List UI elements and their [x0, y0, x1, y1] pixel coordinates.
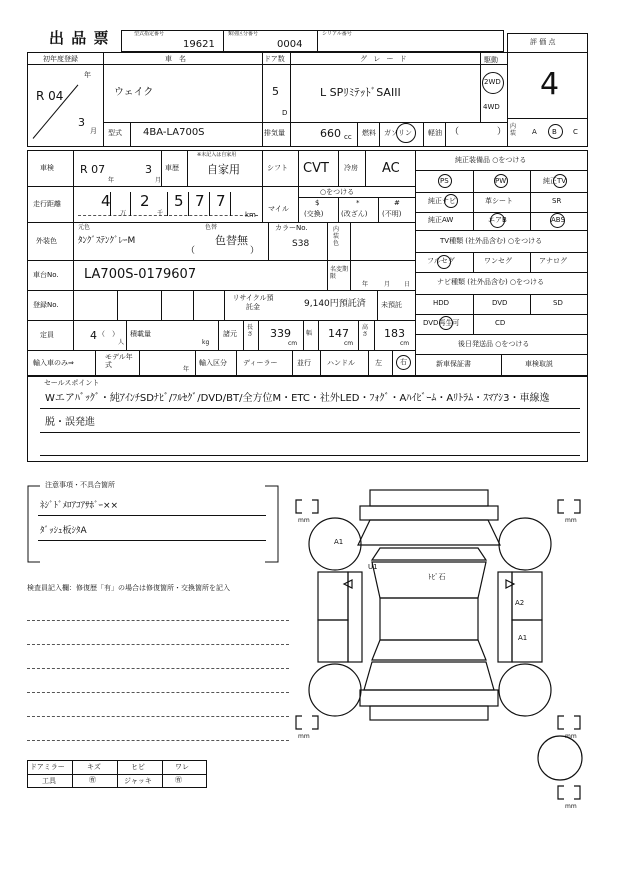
inspection-value: R 07: [80, 163, 106, 176]
circle-note: ○をつける: [320, 188, 355, 196]
shift-value: CVT: [303, 161, 329, 176]
drive-2wd: 2WD: [484, 78, 501, 86]
name-change-label: 名変期限: [330, 266, 349, 281]
color-change: 色替無: [215, 234, 248, 247]
eq-navi: 純正ナビ: [428, 197, 456, 205]
capacity-value: 4: [90, 329, 97, 342]
sales-label: セールスポイント: [44, 379, 100, 387]
eq-airbag: エアB: [488, 216, 507, 224]
interior-color-label: 内装色: [333, 226, 340, 248]
eq-ps: PS: [440, 177, 449, 185]
mileage-digit-4: 7: [195, 192, 205, 210]
eq-aw: 純正AW: [428, 216, 454, 224]
inspection-month: 3: [145, 163, 152, 176]
category-number: 0004: [277, 39, 303, 50]
mileage-digit-1: 4: [101, 192, 111, 210]
shift-label: シフト: [267, 164, 288, 172]
exterior-color-label: 外装色: [36, 237, 57, 245]
interior-b: B: [552, 128, 557, 136]
unknown-label: (不明): [382, 210, 402, 218]
tv-header: TV種類 (社外品含む) ○をつける: [440, 237, 543, 245]
model-year-unit: 年: [183, 366, 190, 373]
color-paren-close: ）: [250, 246, 260, 256]
inspection-month-unit: 月: [155, 177, 162, 184]
tampered-sym: *: [356, 199, 360, 207]
tire-unit-fr: mm: [565, 517, 577, 524]
length-label: 長さ: [247, 324, 254, 339]
mark-a1-front: A1: [334, 538, 344, 546]
recycle-status: 未預託: [381, 301, 402, 309]
import-type-label: 輸入区分: [199, 359, 227, 367]
unknown-sym: #: [394, 199, 400, 207]
mark-a2: A2: [515, 599, 525, 607]
score-value: 4: [540, 67, 560, 102]
mileage-km: km: [245, 211, 256, 219]
height-unit: cm: [400, 340, 410, 347]
handle-right: 右: [400, 358, 407, 366]
handle-left: 左: [375, 359, 382, 367]
interior-a: A: [532, 128, 537, 136]
serial-label: シリアル番号: [322, 31, 352, 37]
sales-point-box: [27, 376, 588, 462]
page-title: 出 品 票: [49, 29, 110, 47]
tv-fullseg: フルセグ: [427, 257, 455, 265]
sales-line-2: 脱・誤発進: [45, 417, 95, 428]
inspector-label: 検査員記入欄：修復歴「有」の場合は修復箇所・交換箇所を記入: [27, 584, 230, 592]
width-label: 幅: [306, 330, 313, 337]
model-label: 型式: [108, 129, 122, 137]
month-mark: 月: [90, 127, 97, 135]
import-label: 輸入車のみ⇒: [33, 359, 74, 367]
category-label: 類別区分番号: [228, 31, 259, 37]
tire-unit-rr: mm: [565, 733, 577, 740]
fuel-paren-close: ）: [497, 127, 507, 137]
history-value: 自家用: [207, 163, 240, 176]
first-reg-month: 3: [78, 116, 85, 129]
color-change-label: 色替: [205, 224, 218, 231]
displacement-value: 660: [320, 127, 341, 140]
eq-leather: 革シート: [485, 197, 513, 205]
legend-scratch: キズ: [87, 763, 101, 771]
tools-value: ㊒: [89, 776, 96, 784]
legend-crack: ヒビ: [131, 763, 145, 771]
first-reg-label: 初年度登録: [43, 55, 78, 63]
navi-dvd-play: DVD再生可: [423, 319, 460, 327]
legend-break: ワレ: [175, 763, 189, 771]
navi-hdd: HDD: [433, 299, 450, 307]
mileage-digit-2: 2: [140, 192, 150, 210]
width-unit: cm: [344, 340, 354, 347]
orig-color-label: 元色: [78, 224, 91, 231]
history-label: 車歴: [165, 164, 179, 172]
length-unit: cm: [288, 340, 298, 347]
model-year-label: モデル年式: [105, 353, 133, 370]
mile-label: マイル: [268, 205, 289, 213]
recycle-value: 9,140円預託済: [304, 299, 366, 309]
vehicle-name: ウェイク: [114, 87, 154, 98]
exchange-sym: $: [315, 199, 320, 207]
navi-sd: SD: [553, 299, 563, 307]
chassis-value: LA700S-0179607: [84, 267, 197, 282]
tv-analog: アナログ: [539, 257, 567, 265]
navi-header: ナビ種類 (社外品含む) ○をつける: [437, 278, 545, 286]
handle-label: ハンドル: [327, 359, 355, 367]
tampered-label: (改ざん): [341, 210, 368, 218]
later-header: 後日発送品 ○をつける: [458, 340, 530, 348]
navi-dvd: DVD: [492, 299, 508, 307]
notes-line-1: ﾈｼﾞﾄﾞﾒﾛｱｺｱｻﾎﾞｰ××: [40, 501, 119, 511]
model-designation-label: 型式指定番号: [134, 31, 165, 37]
weight-label: 諸元: [223, 330, 237, 338]
header-id-box: [121, 30, 504, 52]
equipment-header: 純正装備品 ○をつける: [455, 156, 527, 164]
drive-label: 駆動: [484, 56, 498, 64]
interior-c: C: [573, 128, 578, 136]
mark-u1: U1: [368, 563, 378, 571]
mileage-man: 万: [120, 210, 127, 217]
eq-pw: PW: [495, 177, 507, 185]
history-note: ※未記入は自家用: [197, 152, 237, 158]
color-paren-open: （: [186, 246, 196, 256]
parallel-option: 並行: [297, 359, 311, 367]
load-label: 積載量: [130, 330, 151, 338]
height-value: 183: [384, 327, 405, 340]
name-label: 車 名: [165, 55, 186, 63]
grade-value: L SPﾘﾐﾃｯﾄﾞSAIII: [320, 86, 401, 99]
fuel-paren-open: （: [450, 127, 460, 137]
mark-chip: ﾄﾋﾞ石: [428, 573, 446, 581]
doors-d: D: [282, 109, 288, 117]
first-reg-era: R 04: [36, 89, 64, 103]
jack-label: ジャッキ: [124, 777, 152, 785]
score-label: 評 価 点: [530, 38, 556, 46]
exchange-label: (交換): [304, 210, 324, 218]
dealer-option: ディーラー: [243, 359, 278, 367]
color-no: S38: [292, 239, 310, 249]
ac-label: 冷房: [344, 164, 358, 172]
tire-unit-fl: mm: [298, 517, 310, 524]
length-value: 339: [270, 327, 291, 340]
tire-unit-rl: mm: [298, 733, 310, 740]
name-change-day: 日: [404, 281, 411, 288]
mileage-label: 走行距離: [33, 200, 61, 208]
year-mark: 年: [84, 71, 91, 79]
model-value: 4BA-LA700S: [143, 127, 205, 138]
fuel-light: 軽油: [428, 129, 442, 137]
inspection-label: 車検: [40, 164, 54, 172]
registration-label: 登録No.: [33, 301, 59, 309]
fuel-label: 燃料: [362, 129, 376, 137]
height-label: 高さ: [362, 324, 369, 339]
drive-4wd: 4WD: [483, 103, 500, 111]
eq-sr: SR: [552, 197, 562, 205]
width-value: 147: [328, 327, 349, 340]
tire-unit-spare: mm: [565, 803, 577, 810]
name-change-year: 年: [362, 281, 369, 288]
legend-mirror: ドアミラー: [30, 763, 65, 771]
doors-value: 5: [272, 85, 279, 98]
mileage-digit-3: 5: [174, 192, 184, 210]
mark-a1-side: A1: [518, 634, 528, 642]
mileage-digit-5: 7: [216, 192, 226, 210]
displacement-label: 排気量: [264, 129, 285, 137]
tv-oneseg: ワンセグ: [484, 257, 512, 265]
orig-color: ﾀﾝｸﾞｽﾃﾝｸﾞﾚｰM: [78, 236, 136, 246]
doors-label: ドア数: [264, 55, 285, 63]
load-unit: kg: [202, 339, 210, 346]
jack-value: ㊒: [175, 776, 182, 784]
inspection-year-unit: 年: [108, 177, 115, 184]
tools-label: 工具: [42, 777, 56, 785]
notes-label: 注意事項・不具合箇所: [45, 481, 115, 489]
fuel-gas: ガソリン: [384, 129, 412, 137]
displacement-unit: cc: [344, 133, 352, 141]
capacity-label: 定員: [40, 331, 54, 339]
model-designation: 19621: [183, 39, 215, 50]
mileage-sen: 千: [157, 210, 164, 217]
sales-line-1: Wエアﾊﾞｯｸﾞ・純ｱｲﾝﾁSDﾅﾋﾞ/ﾌﾙｾｸﾞ/DVD/BT/全方位M・ETC・社外LED・ﾌｫｸﾞ・Aﾊｲﾋﾞｰﾑ・Aﾘﾄﾗﾑ・ｽﾏｱｼ3・車線逸: [45, 393, 550, 404]
capacity-unit: 人: [118, 339, 125, 346]
notes-line-2: ﾀﾞｯｼｭ板ｼﾀA: [40, 526, 87, 536]
chassis-label: 車台No.: [33, 271, 59, 279]
eq-tv: 純正TV: [543, 177, 567, 185]
color-no-label: カラーNo.: [275, 224, 308, 232]
navi-cd: CD: [495, 319, 506, 327]
interior-label: 内装: [510, 123, 517, 137]
name-change-month: 月: [384, 281, 391, 288]
later-warranty: 新車保証書: [436, 360, 471, 368]
grade-label: グ レ ー ド: [360, 55, 409, 63]
later-manual: 車検取説: [525, 360, 553, 368]
capacity-paren: （ ）: [98, 330, 119, 338]
eq-abs: ABS: [551, 216, 565, 224]
recycle-label: リサイクル預託金: [232, 294, 274, 312]
ac-value: AC: [382, 161, 400, 176]
